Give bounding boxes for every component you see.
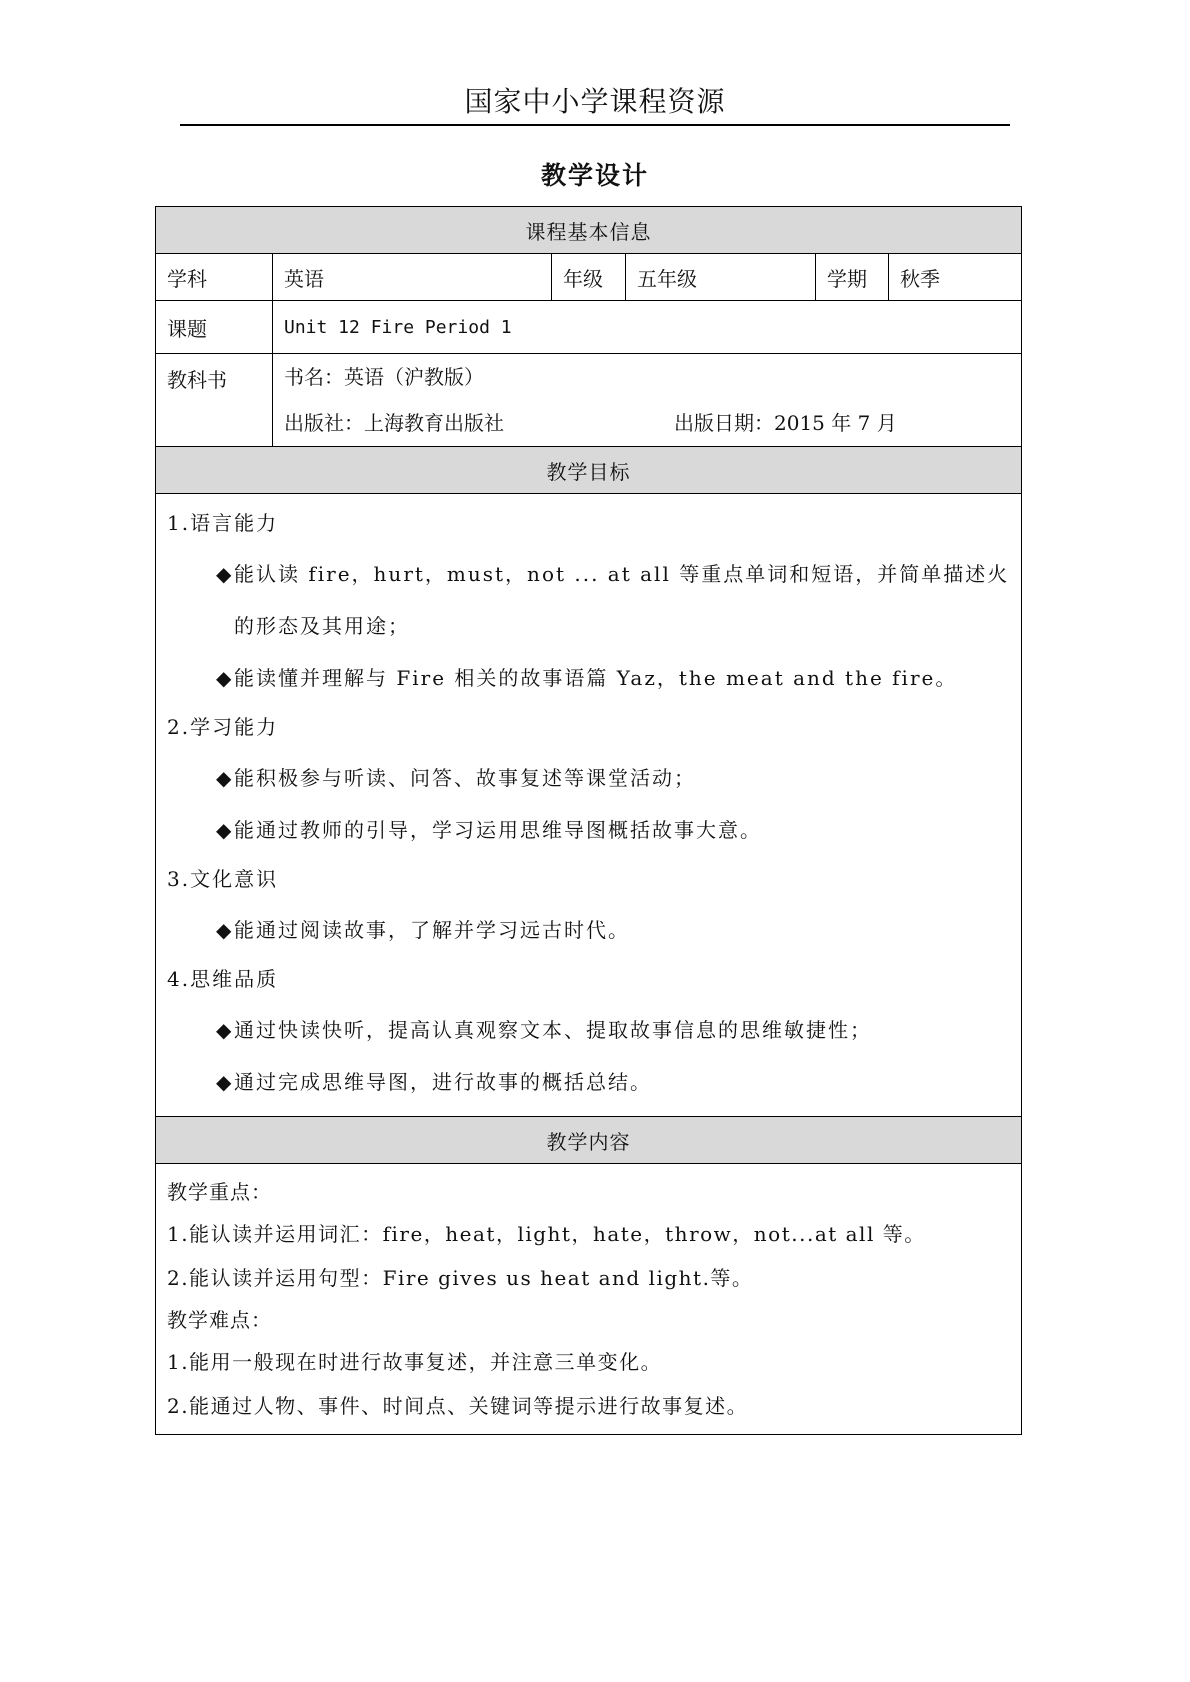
- book-name: 书名：英语（沪教版）: [284, 365, 484, 389]
- section-goals: 教学目标: [156, 447, 1022, 494]
- lesson-plan-table: [155, 206, 1022, 1435]
- goal-1-title: 1.语言能力: [167, 511, 279, 535]
- diamond-bullet-icon: ◆: [216, 666, 234, 690]
- subject-label: 学科: [156, 254, 273, 301]
- textbook-info: [273, 354, 1022, 447]
- textbook-label: 教科书: [156, 354, 273, 447]
- diamond-bullet-icon: ◆: [216, 1070, 234, 1094]
- subject-value: 英语: [273, 254, 552, 301]
- key-points-label: 教学重点：: [167, 1180, 272, 1204]
- topic-label: 课题: [156, 301, 273, 354]
- term-label: 学期: [816, 254, 889, 301]
- goal-3-title: 3.文化意识: [167, 867, 279, 891]
- difficulty-2: 2.能通过人物、事件、时间点、关键词等提示进行故事复述。: [167, 1394, 749, 1418]
- page-header: 国家中小学课程资源: [180, 80, 1010, 126]
- difficulties-label: 教学难点：: [167, 1308, 272, 1332]
- topic-value: Unit 12 Fire Period 1: [273, 301, 1022, 354]
- term-value: 秋季: [889, 254, 1022, 301]
- goal-1-item-2: ◆ 能读懂并理解与 Fire 相关的故事语篇 Yaz，the meat and the fire。: [167, 652, 1010, 704]
- teaching-content: [156, 1164, 1022, 1435]
- section-content: 教学内容: [156, 1117, 1022, 1164]
- goal-1-item-1: ◆ 能认读 fire，hurt，must，not ... at all 等重点单词和短语，并简单描述火的形态及其用途；: [167, 548, 1010, 652]
- key-point-2: 2.能认读并运用句型：Fire gives us heat and light.等。: [167, 1266, 754, 1290]
- diamond-bullet-icon: ◆: [216, 766, 234, 790]
- goal-4-item-2: ◆ 通过完成思维导图，进行故事的概括总结。: [167, 1056, 1010, 1108]
- goal-2-item-2: ◆ 能通过教师的引导，学习运用思维导图概括故事大意。: [167, 804, 1010, 856]
- publisher: 出版社：上海教育出版社: [284, 411, 504, 435]
- goal-3-item-1: ◆ 能通过阅读故事，了解并学习远古时代。: [167, 904, 1010, 956]
- publisher-line: [284, 400, 1010, 446]
- diamond-bullet-icon: ◆: [216, 562, 234, 586]
- goal-4-title: 4.思维品质: [167, 967, 279, 991]
- difficulty-1: 1.能用一般现在时进行故事复述，并注意三单变化。: [167, 1350, 663, 1374]
- publish-date: 出版日期：2015 年 7 月: [674, 411, 897, 435]
- goal-2-item-1: ◆ 能积极参与听读、问答、故事复述等课堂活动；: [167, 752, 1010, 804]
- grade-value: 五年级: [626, 254, 816, 301]
- diamond-bullet-icon: ◆: [216, 1018, 234, 1042]
- goal-2-title: 2.学习能力: [167, 715, 279, 739]
- grade-label: 年级: [552, 254, 626, 301]
- diamond-bullet-icon: ◆: [216, 918, 234, 942]
- key-point-1: 1.能认读并运用词汇：fire，heat，light，hate，throw，not...at all 等。: [167, 1222, 926, 1246]
- document-title: 教学设计: [540, 161, 649, 190]
- goal-4-item-1: ◆ 通过快读快听，提高认真观察文本、提取故事信息的思维敏捷性；: [167, 1004, 1010, 1056]
- diamond-bullet-icon: ◆: [216, 818, 234, 842]
- section-basic-info: 课程基本信息: [156, 207, 1022, 254]
- goals-content: [156, 494, 1022, 1117]
